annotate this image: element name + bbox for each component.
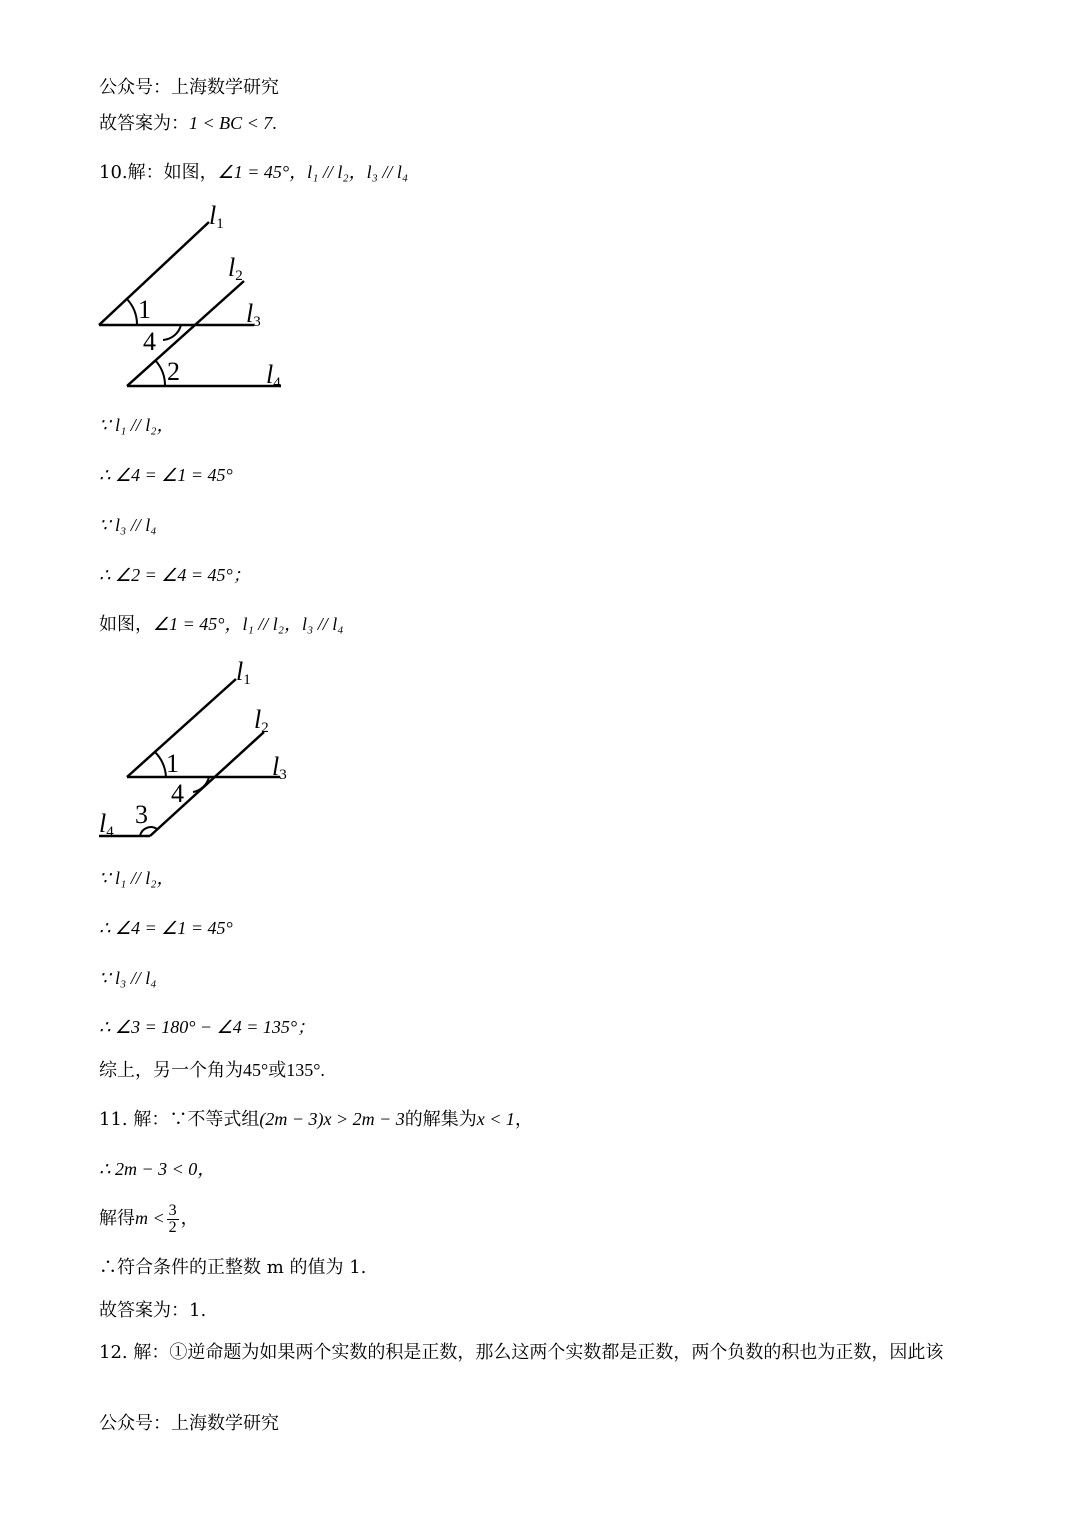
label-l1: l1 [209,201,224,232]
label-l4: l4 [99,809,114,840]
q10-summary: 综上，另一个角为45°或135°. [99,1060,325,1081]
figure-case-1 [90,200,310,400]
line-l1 [99,222,209,325]
case2-step-3: ∵ l₃ // l₄ [99,968,157,988]
fraction: $\frac{3}{2}$ [168,1201,177,1236]
case1-step-1: ∵ l₁ // l₂， [99,415,175,435]
label-l4: l4 [266,360,281,391]
case2-step-2: ∴ ∠4 = ∠1 = 45° [99,918,233,938]
q11-line-4: ∴符合条件的正整数 m 的值为 1. [99,1257,367,1278]
label-l3: l3 [272,752,287,783]
q11-line-3: 解得m < $\frac{3}{2}$ ， [99,1201,199,1236]
case1-step-2: ∴ ∠4 = ∠1 = 45° [99,465,233,485]
case1-step-4: ∴ ∠2 = ∠4 = 45°； [99,565,251,585]
q9-answer: 故答案为：1 < BC < 7. [99,113,277,134]
line-l1 [127,679,236,777]
angle-label-4: 4 [143,327,156,356]
label-l2: l2 [254,705,269,736]
label-l3: l3 [246,299,261,330]
q11-line-1: 11. 解：∵不等式组(2m − 3)x > 2m − 3的解集为x < 1， [99,1109,533,1130]
angle-label-4: 4 [171,779,184,808]
q11-line-5: 故答案为：1. [99,1300,207,1321]
angle-label-1: 1 [138,295,151,324]
case2-step-4: ∴ ∠3 = 180° − ∠4 = 135°； [99,1017,316,1037]
case1-step-3: ∵ l₃ // l₄ [99,515,157,535]
angle-4-arc [163,325,181,340]
figure-case-2 [90,650,310,850]
angle-label-3: 3 [135,800,148,829]
case2-step-1: ∵ l₁ // l₂， [99,868,175,888]
q12-line: 12. 解：①逆命题为如果两个实数的积是正数，那么这两个实数都是正数，两个负数的积也为正数，因此该 [99,1342,944,1363]
angle-label-1: 1 [166,749,179,778]
label-l1: l1 [236,657,251,688]
angle-label-2: 2 [167,357,180,386]
q10-intro: 10.解：如图，∠1 = 45°，l₁ // l₂，l₃ // l₄ [99,162,409,183]
q11-line-2: ∴ 2m − 3 < 0， [99,1159,216,1179]
angle-2-arc [155,360,165,386]
angle-1-arc [127,299,137,325]
page-footer: 公众号：上海数学研究 [99,1413,279,1434]
angle-4-arc [193,777,209,792]
angle-1-arc [155,752,166,777]
label-l2: l2 [228,253,243,284]
case2-intro: 如图，∠1 = 45°，l₁ // l₂，l₃ // l₄ [99,614,344,635]
page-header: 公众号：上海数学研究 [99,77,279,98]
